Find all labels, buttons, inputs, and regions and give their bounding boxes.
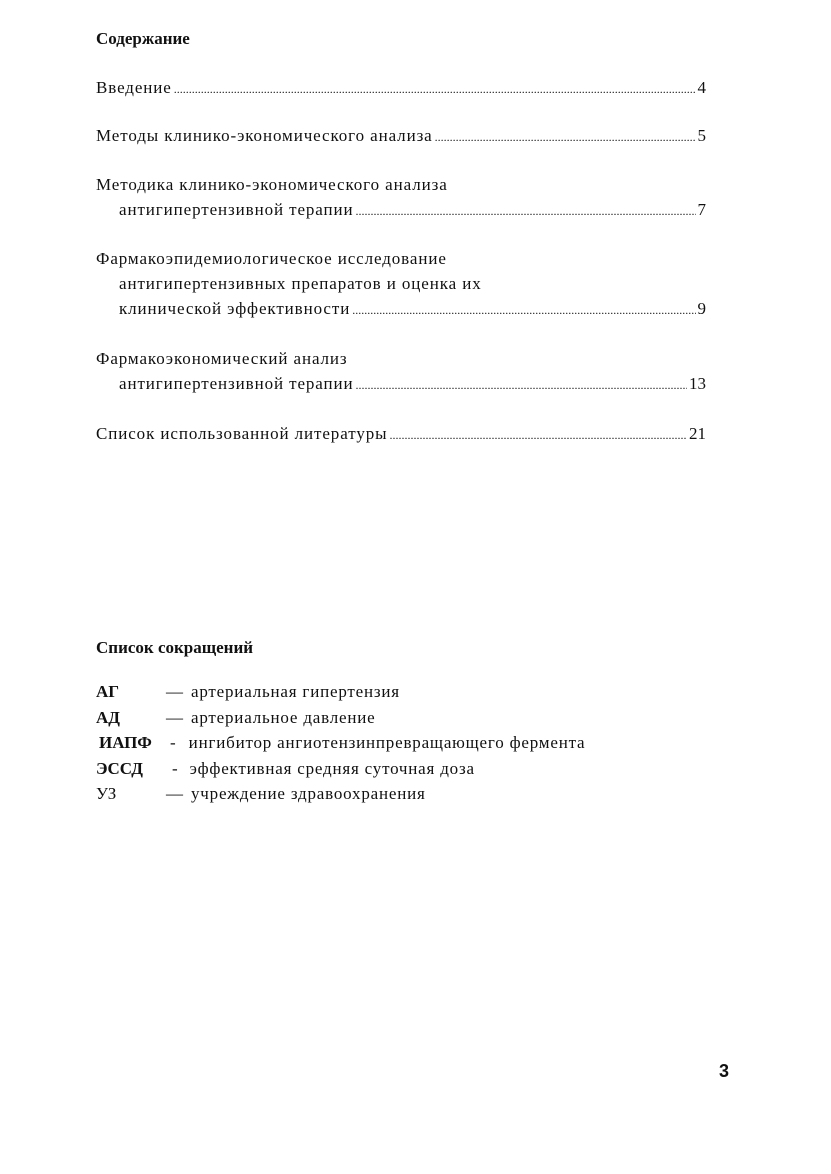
dot-leader — [352, 298, 695, 323]
toc-title: Содержание — [96, 29, 190, 48]
dot-leader — [356, 199, 696, 224]
toc-entry-text: клинической эффективности — [119, 299, 351, 318]
toc-entry-text: Методика клинико-экономического анализа — [96, 175, 448, 194]
toc-entry-text: антигипертензивной терапии — [119, 374, 354, 393]
abbreviation-row — [96, 781, 716, 807]
toc-entry-text: антигипертензивных препаратов и оценка их — [119, 274, 482, 293]
abbreviation-definition: ингибитор ангиотензинпревращающего фермента — [188, 733, 586, 752]
toc-entry-text: Фармакоэпидемиологическое исследование — [96, 249, 447, 268]
toc-page-number: 4 — [697, 78, 706, 97]
abbreviation-definition: учреждение здравоохранения — [191, 784, 426, 803]
toc-entry[interactable] — [96, 346, 706, 396]
toc-page-number: 5 — [697, 126, 706, 145]
abbreviation-term: УЗ — [96, 784, 117, 803]
toc-entry-text: Фармакоэкономический анализ — [96, 349, 348, 368]
abbreviation-row — [96, 705, 716, 731]
dot-leader — [356, 373, 687, 398]
abbreviation-definition: артериальное давление — [191, 707, 376, 727]
abbreviation-row — [96, 730, 716, 756]
toc-entry-text: Методы клинико-экономического анализа — [96, 126, 433, 145]
abbreviations-list — [96, 679, 716, 807]
abbreviation-term: АД — [96, 707, 120, 727]
dot-leader — [174, 77, 696, 102]
abbreviations-title: Список сокращений — [96, 638, 254, 657]
toc-entry[interactable] — [96, 246, 706, 321]
toc-entry[interactable] — [96, 123, 706, 148]
page-number: 3 — [719, 1061, 730, 1081]
toc-page-number: 21 — [689, 424, 706, 443]
abbreviation-term: ИАПФ — [99, 733, 152, 752]
abbreviation-row — [96, 756, 716, 782]
toc-entry-text: Список использованной литературы — [96, 424, 388, 443]
abbreviation-term: АГ — [96, 682, 120, 701]
dot-leader — [389, 423, 687, 448]
abbreviation-separator: — — [166, 682, 183, 701]
abbreviation-separator: — — [166, 707, 183, 727]
toc-entry-text: Введение — [96, 78, 172, 97]
abbreviation-term: ЭССД — [96, 758, 143, 778]
abbreviation-separator: - — [172, 758, 178, 778]
toc-entry-text: антигипертензивной терапии — [119, 200, 354, 219]
abbreviation-definition: эффективная средняя суточная доза — [189, 758, 475, 778]
abbreviation-separator: — — [166, 784, 183, 803]
abbreviation-separator: - — [170, 733, 176, 752]
toc-page-number: 13 — [689, 374, 706, 393]
toc-entry[interactable] — [96, 421, 706, 446]
abbreviation-row — [96, 679, 716, 705]
toc-page-number: 7 — [697, 200, 706, 219]
toc-page-number: 9 — [697, 299, 706, 318]
toc-entry[interactable] — [96, 172, 706, 222]
abbreviation-definition: артериальная гипертензия — [191, 682, 400, 701]
dot-leader — [435, 125, 696, 150]
toc-entry[interactable] — [96, 75, 706, 100]
